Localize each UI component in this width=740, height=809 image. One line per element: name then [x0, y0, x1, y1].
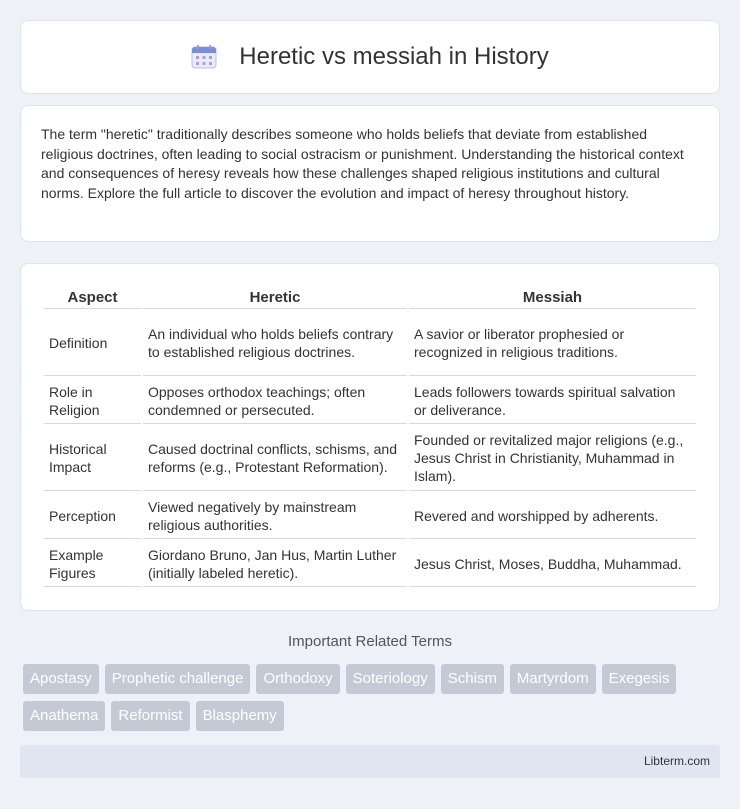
- table-row: [44, 426, 696, 491]
- page-title: Heretic vs messiah in History: [239, 43, 549, 70]
- tag-prophetic-challenge[interactable]: Prophetic challenge: [105, 664, 251, 694]
- related-terms-tags: [23, 664, 723, 731]
- table-cell-heretic: Giordano Bruno, Jan Hus, Martin Luther (initially labeled heretic).: [143, 541, 407, 587]
- intro-card: [20, 105, 720, 242]
- tag-reformist[interactable]: Reformist: [111, 701, 189, 731]
- column-header-messiah: Messiah: [409, 282, 696, 309]
- table-cell-messiah: Jesus Christ, Moses, Buddha, Muhammad.: [409, 541, 696, 587]
- column-header-heretic: Heretic: [143, 282, 407, 309]
- header-card: [20, 20, 720, 94]
- comparison-table: [42, 280, 698, 589]
- table-cell-heretic: Viewed negatively by mainstream religious authorities.: [143, 493, 407, 539]
- table-cell-messiah: A savior or liberator prophesied or recognized in religious traditions.: [409, 311, 696, 376]
- tag-schism[interactable]: Schism: [441, 664, 504, 694]
- table-cell-heretic: Caused doctrinal conflicts, schisms, and reforms (e.g., Protestant Reformation).: [143, 426, 407, 491]
- tag-apostasy[interactable]: Apostasy: [23, 664, 99, 694]
- table-cell-heretic: An individual who holds beliefs contrary to established religious doctrines.: [143, 311, 407, 376]
- table-row: [44, 493, 696, 539]
- table-row: [44, 311, 696, 376]
- table-cell-messiah: Founded or revitalized major religions (e.g., Jesus Christ in Christianity, Muhammad in Islam).: [409, 426, 696, 491]
- footer-site-link[interactable]: Libterm.com: [643, 754, 710, 768]
- calendar-icon: [191, 44, 217, 70]
- footer: [20, 745, 720, 778]
- table-cell-aspect: Perception: [44, 493, 141, 539]
- table-cell-messiah: Leads followers towards spiritual salvation or deliverance.: [409, 378, 696, 424]
- table-cell-aspect: Example Figures: [44, 541, 141, 587]
- table-cell-aspect: Historical Impact: [44, 426, 141, 491]
- comparison-table-card: [20, 263, 720, 611]
- table-cell-messiah: Revered and worshipped by adherents.: [409, 493, 696, 539]
- related-terms-title: Important Related Terms: [288, 633, 452, 650]
- tag-soteriology[interactable]: Soteriology: [346, 664, 435, 694]
- table-row: [44, 378, 696, 424]
- table-cell-aspect: Role in Religion: [44, 378, 141, 424]
- table-cell-heretic: Opposes orthodox teachings; often condemned or persecuted.: [143, 378, 407, 424]
- tag-blasphemy[interactable]: Blasphemy: [196, 701, 284, 731]
- table-header-row: [44, 282, 696, 309]
- tag-martyrdom[interactable]: Martyrdom: [510, 664, 596, 694]
- table-row: [44, 541, 696, 587]
- tag-orthodoxy[interactable]: Orthodoxy: [256, 664, 339, 694]
- tag-anathema[interactable]: Anathema: [23, 701, 105, 731]
- tag-exegesis[interactable]: Exegesis: [602, 664, 677, 694]
- column-header-aspect: Aspect: [44, 282, 141, 309]
- table-cell-aspect: Definition: [44, 311, 141, 376]
- intro-text: The term "heretic" traditionally describes someone who holds beliefs that deviate from established religious doctrines, often leading to social ostracism or punishment. Understanding the historical context and consequences of heresy reveals how these challenges shaped religious institutions and cultural norms. Explore the full article to discover the evolution and impact of heresy throughout history.: [41, 126, 684, 201]
